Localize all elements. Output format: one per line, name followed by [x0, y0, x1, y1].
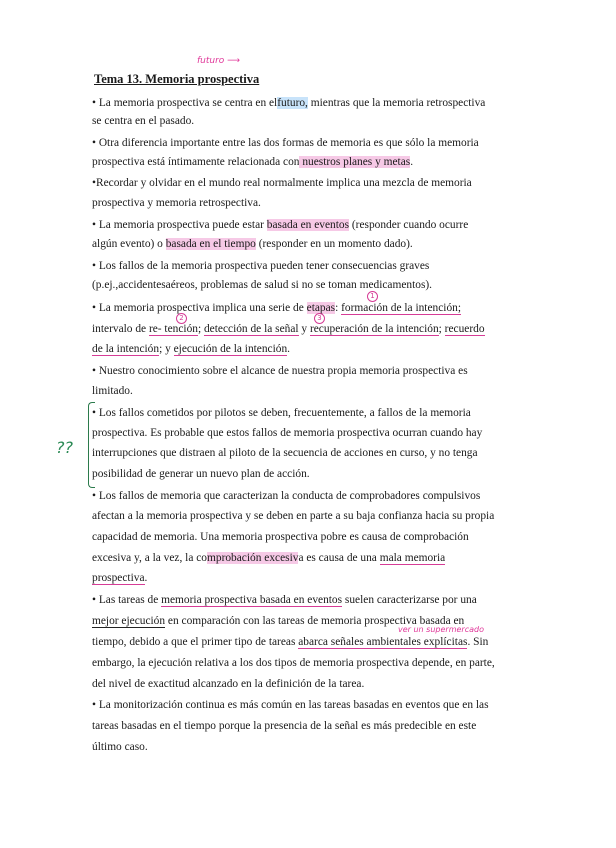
paragraph-line: • Otra diferencia importante entre las dos formas de memoria es que sólo la memoria: [92, 137, 479, 149]
paragraph-line: embargo, la ejecución relativa a los dos tipos de memoria prospectiva depende, en parte,: [92, 657, 495, 669]
paragraph-line: • Las tareas de memoria prospectiva basada en eventos suelen caracterizarse por una: [92, 594, 477, 606]
underline-deteccion: detección de la señal: [203, 323, 299, 335]
underline-mejor-ejecucion: mejor ejecución: [92, 615, 166, 627]
paragraph-line: excesiva y, a la vez, la comprobación excesiva es causa de una mala memoria: [92, 552, 446, 564]
paragraph-line: tiempo, debido a que el primer tipo de tareas abarca señales ambientales explícitas. Sin: [92, 636, 489, 648]
paragraph-line: prospectiva y memoria retrospectiva.: [92, 197, 261, 209]
paragraph-line: algún evento) o basada en el tiempo (responder en un momento dado).: [92, 238, 413, 250]
underline-mala-memoria: mala memoria: [379, 552, 446, 564]
underline-ejecucion: ejecución de la intención: [173, 343, 288, 355]
paragraph-line: • La memoria prospectiva puede estar basada en eventos (responder cuando ocurre: [92, 219, 469, 231]
highlight-comprobacion: mprobación excesiv: [207, 552, 299, 564]
highlight-eventos: basada en eventos: [266, 219, 350, 231]
paragraph-line: • Los fallos cometidos por pilotos se deben, frecuentemente, a fallos de la memoria: [92, 407, 471, 419]
handwritten-number-1: 1: [367, 291, 378, 302]
paragraph-line: prospectiva está íntimamente relacionada con nuestros planes y metas.: [92, 156, 414, 168]
paragraph-line: intervalo de re- tención; detección de la señal y recuperación de la intención; recuerdo: [92, 323, 485, 335]
paragraph-line: mejor ejecución en comparación con las tareas de memoria prospectiva basada en: [92, 615, 465, 627]
underline-recuerdo-intencion: de la intención: [92, 343, 160, 355]
paragraph-line: •Recordar y olvidar en el mundo real normalmente implica una mezcla de memoria: [92, 177, 472, 189]
handwritten-note-supermercado: ver un supermercado: [398, 625, 484, 634]
paragraph-line: afectan a la memoria prospectiva y se deben en parte a su baja confianza hacia su propia: [92, 510, 495, 522]
paragraph-line: prospectiva.: [92, 572, 148, 584]
paragraph-line: limitado.: [92, 385, 133, 397]
underline-formacion: formación de la intención;: [341, 302, 461, 314]
highlight-tiempo: basada en el tiempo: [165, 238, 256, 250]
paragraph-line: último caso.: [92, 741, 148, 753]
paragraph-line: de la intención; y ejecución de la intención.: [92, 343, 291, 355]
highlight-etapas: etapas: [306, 302, 336, 314]
handwritten-question-marks: ??: [56, 438, 73, 457]
page-title: Tema 13. Memoria prospectiva: [94, 72, 260, 86]
paragraph-line: (p.ej.,accidentesaéreos, problemas de salud si no se toman medicamentos).: [92, 279, 433, 291]
paragraph-line: • Los fallos de memoria que caracterizan la conducta de comprobadores compulsivos: [92, 490, 481, 502]
underline-recuerdo: recuerdo: [444, 323, 485, 335]
paragraph-line: • Los fallos de la memoria prospectiva pueden tener consecuencias graves: [92, 260, 430, 272]
handwritten-number-3: 3: [314, 313, 325, 324]
underline-basada-eventos: memoria prospectiva basada en eventos: [161, 594, 343, 606]
underline-prospectiva: prospectiva: [92, 572, 145, 584]
paragraph-line: • Nuestro conocimiento sobre el alcance de nuestra propia memoria prospectiva es: [92, 365, 468, 377]
underline-senales: abarca señales ambientales explícitas: [298, 636, 468, 648]
handwritten-number-2: 2: [176, 313, 187, 324]
paragraph-line: se centra en el pasado.: [92, 115, 195, 127]
paragraph-line: • La memoria prospectiva implica una serie de etapas: formación de la intención;: [92, 302, 461, 314]
handwritten-note-futuro: futuro ⟶: [197, 56, 241, 66]
paragraph-line: interrupciones que distraen al piloto de la secuencia de acciones en curso, y no tenga: [92, 447, 478, 459]
underline-retencion: re- tención: [148, 323, 198, 335]
highlight-futuro: futuro,: [277, 97, 308, 109]
paragraph-line: del nivel de exactitud alcanzado en la definición de la tarea.: [92, 678, 365, 690]
highlight-planes-metas: nuestros planes y metas: [299, 156, 411, 168]
paragraph-line: • La memoria prospectiva se centra en elfuturo, mientras que la memoria retrospectiva: [92, 97, 486, 109]
paragraph-line: • La monitorización continua es más común en las tareas basadas en eventos que en las: [92, 699, 489, 711]
paragraph-line: tareas basadas en el tiempo porque la presencia de la señal es más predecible en este: [92, 720, 477, 732]
paragraph-line: capacidad de memoria. Una memoria prospectiva pobre es causa de comprobación: [92, 531, 469, 543]
underline-recuperacion: recuperación de la intención: [309, 323, 439, 335]
paragraph-line: posibilidad de generar un nuevo plan de acción.: [92, 468, 310, 480]
paragraph-line: prospectiva. Es probable que estos fallos de memoria prospectiva ocurran cuando hay: [92, 427, 483, 439]
